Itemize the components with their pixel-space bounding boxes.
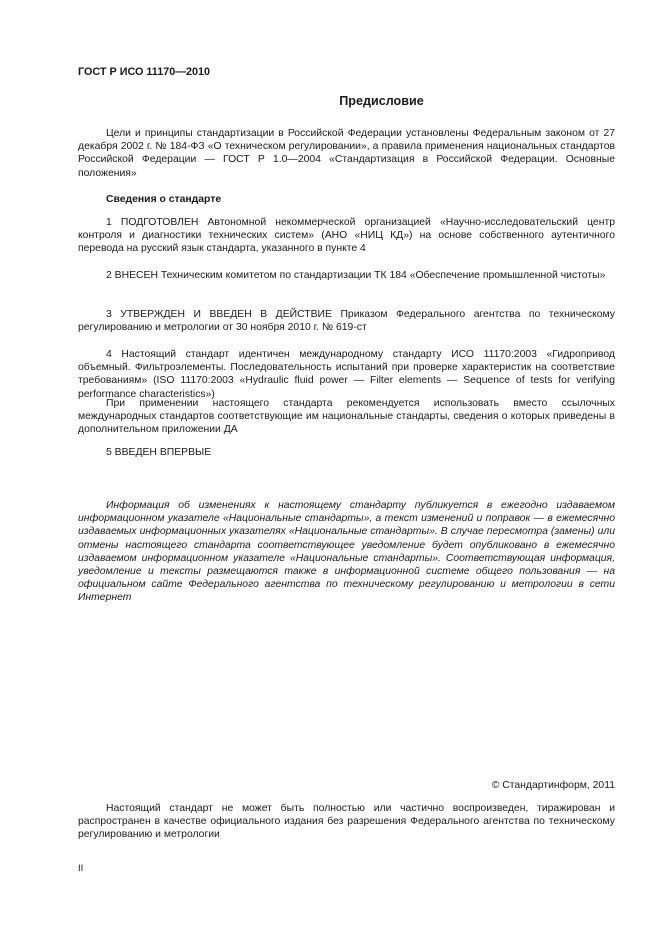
copyright: © Стандартинформ, 2011 — [491, 780, 615, 791]
reproduction-notice: Настоящий стандарт не может быть полностью или частично воспроизведен, тиражирован и распространен в качестве официального издания без разрешения Федерального агентства по техническому регулированию и метрологии — [78, 803, 615, 841]
document-header: ГОСТ Р ИСО 11170—2010 — [78, 66, 211, 78]
intro-paragraph: Цели и принципы стандартизации в Российской Федерации установлены Федеральным законом от 27 декабря 2002 г. № 184-ФЗ «О техническом регулировании», а правила применения национальных стандартов Российской Федерации — ГОСТ Р 1.0—2004 «Стандартизация в Российской Федерации. Основные положения» — [78, 128, 615, 179]
page-number: II — [78, 863, 84, 874]
page-title: Предисловие — [339, 94, 424, 108]
item-4-identical: 4 Настоящий стандарт идентичен международному стандарту ИСО 11170:2003 «Гидропривод объемный. Фильтроэлементы. Последовательность испытаний при проверке характеристик на соответствие требованиям» (ISO 11170:2003 «Hydraulic fluid power — Filter elements — Sequence of tests for verifying performance characteristics») — [78, 349, 615, 400]
item-2-introduced: 2 ВНЕСЕН Техническим комитетом по стандартизации ТК 184 «Обеспечение промышленной чистоты» — [106, 270, 606, 281]
changes-notice: Информация об изменениях к настоящему стандарту публикуется в ежегодно издаваемом информационном указателе «Национальные стандарты», а текст изменений и поправок — в ежемесячно издаваемых информационных указателях «Национальные стандарты». В случае пересмотра (замены) или отмены настоящего стандарта соответствующее уведомление будет опубликовано в ежемесячно издаваемом информационном указателе «Национальные стандарты». Соответствующая информация, уведомление и тексты размещаются также в информационной системе общего пользования — на официальном сайте Федерального агентства по техническому регулированию и метрологии в сети Интернет — [78, 500, 615, 604]
item-1-prepared: 1 ПОДГОТОВЛЕН Автономной некоммерческой организацией «Научно-исследовательский центр контроля и диагностики технических систем» (АНО «НИЦ КД») на основе собственного аутентичного перевода на русский язык стандарта, указанного в пункте 4 — [78, 217, 615, 255]
item-5-first-introduced: 5 ВВЕДЕН ВПЕРВЫЕ — [106, 447, 212, 458]
item-3-approved: 3 УТВЕРЖДЕН И ВВЕДЕН В ДЕЙСТВИЕ Приказом Федерального агентства по техническому регулированию и метрологии от 30 ноября 2010 г. № 619-ст — [78, 309, 615, 334]
item-4-note: При применении настоящего стандарта рекомендуется использовать вместо ссылочных международных стандартов соответствующие им национальные стандарты, сведения о которых приведены в дополнительном приложении ДА — [78, 398, 615, 436]
section-heading: Сведения о стандарте — [106, 194, 222, 205]
